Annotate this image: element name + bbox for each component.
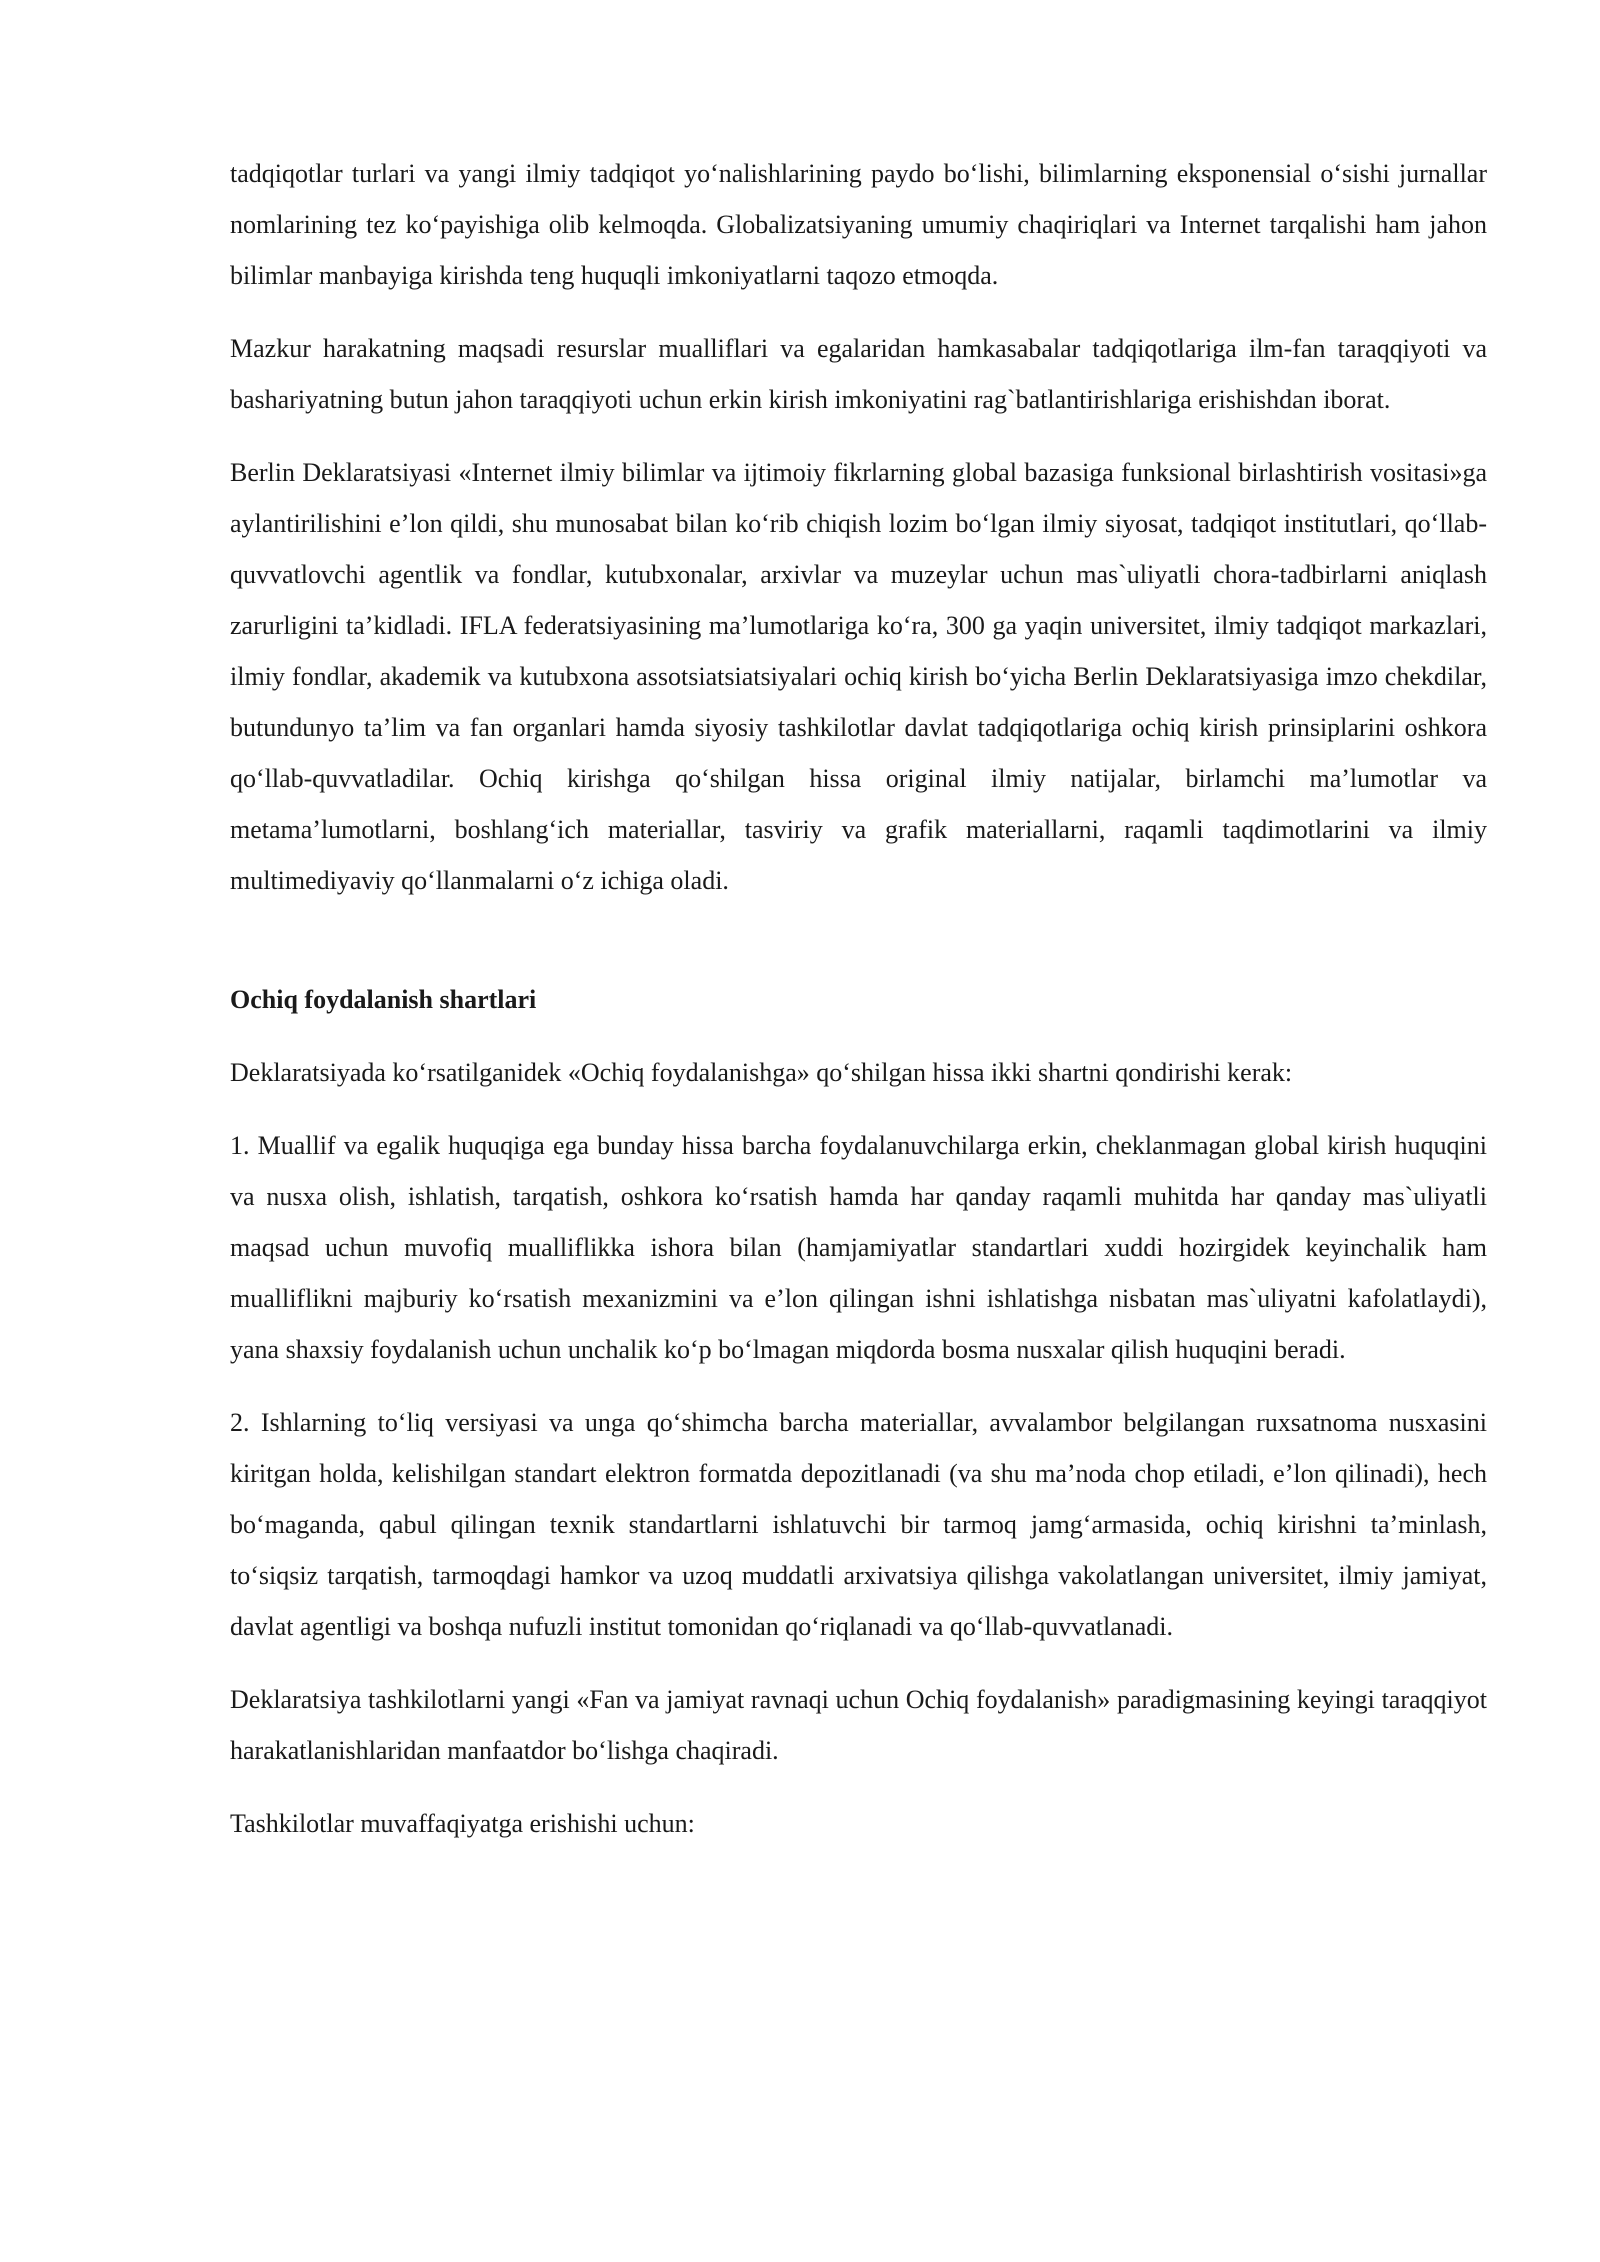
list-item-condition-2: 2. Ishlarning to‘liq versiyasi va unga qo‘shimcha barcha materiallar, avvalambor belgilangan ruxsatnoma nusxasini kiritgan holda, kelishilgan standart elektron formatda depozitlanadi (va shu ma’noda chop etiladi, e’lon qilinadi), hech bo‘maganda, qabul qilingan texnik standartlarni ishlatuvchi bir tarmoq jamg‘armasida, ochiq kirishni ta’minlash, to‘siqsiz tarqatish, tarmoqdagi hamkor va uzoq muddatli arxivatsiya qilishga vakolatlangan universitet, ilmiy jamiyat, davlat agentligi va boshqa nufuzli institut tomonidan qo‘riqlanadi va qo‘llab-quvvatlanadi.: [230, 1408, 1487, 1641]
section-heading: Ochiq foydalanish shartlari: [230, 985, 537, 1014]
list-item-condition-1: 1. Muallif va egalik huquqiga ega bunday hissa barcha foydalanuvchilarga erkin, cheklanmagan global kirish huquqini va nusxa olish, ishlatish, tarqatish, oshkora ko‘rsatish hamda har qanday raqamli muhitda har qanday mas`uliyatli maqsad uchun muvofiq mualliflikka ishora bilan (hamjamiyatlar standartlari xuddi hozirgidek keyinchalik ham mualliflikni majburiy ko‘rsatish mexanizmini va e’lon qilingan ishni ishlatishga nisbatan mas`uliyatni kafolatlaydi), yana shaxsiy foydalanish uchun unchalik ko‘p bo‘lmagan miqdorda bosma nusxalar qilish huquqini beradi.: [230, 1131, 1487, 1364]
paragraph: Mazkur harakatning maqsadi resurslar mualliflari va egalaridan hamkasabalar tadqiqotlariga ilm-fan taraqqiyoti va bashariyatning butun jahon taraqqiyoti uchun erkin kirish imkoniyatini rag`batlantirishlariga erishishdan iborat.: [230, 334, 1487, 414]
paragraph: Tashkilotlar muvaffaqiyatga erishishi uchun:: [230, 1809, 695, 1838]
paragraph: Deklaratsiya tashkilotlarni yangi «Fan va jamiyat ravnaqi uchun Ochiq foydalanish» paradigmasining keyingi taraqqiyot harakatlanishlaridan manfaatdor bo‘lishga chaqiradi.: [230, 1685, 1487, 1765]
paragraph: tadqiqotlar turlari va yangi ilmiy tadqiqot yo‘nalishlarining paydo bo‘lishi, bilimlarning eksponensial o‘sishi jurnallar nomlarining tez ko‘payishiga olib kelmoqda. Globalizatsiyaning umumiy chaqiriqlari va Internet tarqalishi ham jahon bilimlar manbayiga kirishda teng huquqli imkoniyatlarni taqozo etmoqda.: [230, 159, 1487, 290]
paragraph: Deklaratsiyada ko‘rsatilganidek «Ochiq foydalanishga» qo‘shilgan hissa ikki shartni qondirishi kerak:: [230, 1058, 1293, 1087]
document-page: [230, 148, 1487, 1871]
paragraph: Berlin Deklaratsiyasi «Internet ilmiy bilimlar va ijtimoiy fikrlarning global bazasiga funksional birlashtirish vositasi»ga aylantirilishini e’lon qildi, shu munosabat bilan ko‘rib chiqish lozim bo‘lgan ilmiy siyosat, tadqiqot institutlari, qo‘llab-quvvatlovchi agentlik va fondlar, kutubxonalar, arxivlar va muzeylar uchun mas`uliyatli chora-tadbirlarni aniqlash zarurligini ta’kidladi. IFLA federatsiyasining ma’lumotlariga ko‘ra, 300 ga yaqin universitet, ilmiy tadqiqot markazlari, ilmiy fondlar, akademik va kutubxona assotsiatsiatsiyalari ochiq kirish bo‘yicha Berlin Deklaratsiyasiga imzo chekdilar, butundunyo ta’lim va fan organlari hamda siyosiy tashkilotlar davlat tadqiqotlariga ochiq kirish prinsiplarini oshkora qo‘llab-quvvatladilar. Ochiq kirishga qo‘shilgan hissa original ilmiy natijalar, birlamchi ma’lumotlar va metama’lumotlarni, boshlang‘ich materiallar, tasviriy va grafik materiallarni, raqamli taqdimotlarini va ilmiy multimediyaviy qo‘llanmalarni o‘z ichiga oladi.: [230, 458, 1487, 895]
